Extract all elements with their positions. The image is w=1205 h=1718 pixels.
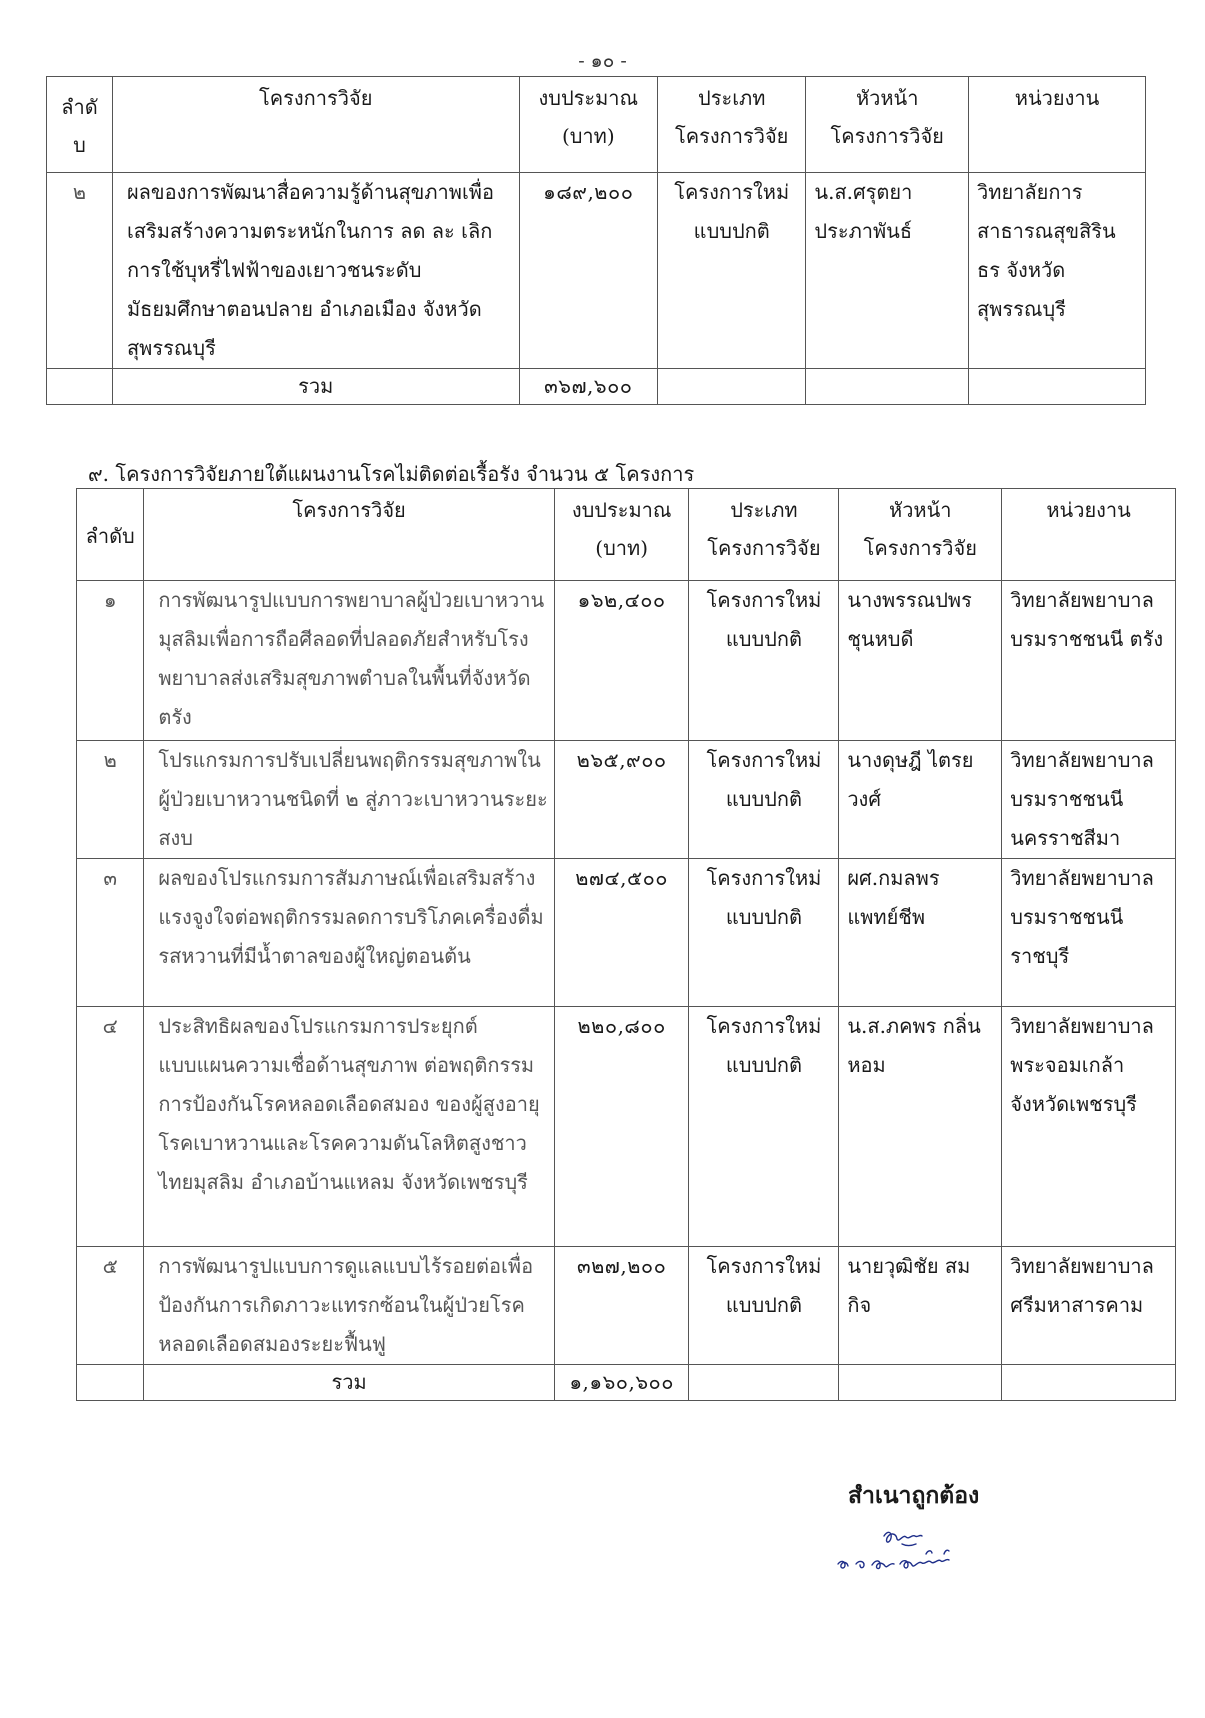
header-type: ประเภท โครงการวิจัย bbox=[658, 77, 806, 173]
cell-budget: ๒๗๔,๕๐๐ bbox=[554, 859, 689, 1007]
table-header-row bbox=[47, 77, 1146, 173]
table-row bbox=[77, 581, 1176, 741]
page-number: - ๑๐ - bbox=[578, 50, 627, 72]
cell-title: การพัฒนารูปแบบการดูแลแบบไร้รอยต่อเพื่อป้องกันการเกิดภาวะแทรกซ้อนในผู้ป่วยโรคหลอดเลือดสมองระยะฟื้นฟู bbox=[144, 1247, 554, 1365]
header-unit: หน่วยงาน bbox=[1002, 489, 1176, 581]
cell-lead: นางพรรณปพร ชุนหบดี bbox=[839, 581, 1002, 741]
cell-unit: วิทยาลัยพยาบาลบรมราชชนนี ตรัง bbox=[1002, 581, 1176, 741]
cell-budget: ๒๒๐,๘๐๐ bbox=[554, 1007, 689, 1247]
cell-lead: น.ส.ศรุตยา ประภาพันธ์ bbox=[806, 173, 969, 369]
table-row bbox=[77, 1007, 1176, 1247]
cell-lead: นางดุษฎี ไตรยวงศ์ bbox=[839, 741, 1002, 859]
header-budget: งบประมาณ (บาท) bbox=[519, 77, 657, 173]
cell-title: โปรแกรมการปรับเปลี่ยนพฤติกรรมสุขภาพในผู้ป่วยเบาหวานชนิดที่ ๒ สู่ภาวะเบาหวานระยะสงบ bbox=[144, 741, 554, 859]
table-row bbox=[77, 1247, 1176, 1365]
table-row bbox=[47, 173, 1146, 369]
research-table-ncd bbox=[76, 488, 1176, 1401]
cell-lead: นายวุฒิชัย สมกิจ bbox=[839, 1247, 1002, 1365]
cell-budget: ๓๒๗,๒๐๐ bbox=[554, 1247, 689, 1365]
cell-order: ๒ bbox=[47, 173, 113, 369]
cell-title: ผลของการพัฒนาสื่อความรู้ด้านสุขภาพเพื่อเสริมสร้างความตระหนักในการ ลด ละ เลิก การใช้บุหรี่ไฟฟ้าของเยาวชนระดับมัธยมศึกษาตอนปลาย อำเภอเมือง จังหวัดสุพรรณบุรี bbox=[112, 173, 519, 369]
cell-title: ประสิทธิผลของโปรแกรมการประยุกต์แบบแผนความเชื่อด้านสุขภาพ ต่อพฤติกรรมการป้องกันโรคหลอดเลือดสมอง ของผู้สูงอายุโรคเบาหวานและโรคความดันโลหิตสูงชาวไทยมุสลิม อำเภอบ้านแหลม จังหวัดเพชรบุรี bbox=[144, 1007, 554, 1247]
cell-type: โครงการใหม่ แบบปกติ bbox=[689, 859, 839, 1007]
table-row bbox=[77, 859, 1176, 1007]
header-unit: หน่วยงาน bbox=[969, 77, 1146, 173]
header-type: ประเภท โครงการวิจัย bbox=[689, 489, 839, 581]
cell-type: โครงการใหม่ แบบปกติ bbox=[689, 581, 839, 741]
handwritten-signature bbox=[824, 1524, 994, 1584]
header-budget: งบประมาณ (บาท) bbox=[554, 489, 689, 581]
cell-unit: วิทยาลัยพยาบาลบรมราชชนนี นครราชสีมา bbox=[1002, 741, 1176, 859]
cell-type: โครงการใหม่ แบบปกติ bbox=[689, 1247, 839, 1365]
research-table-continued bbox=[46, 76, 1146, 405]
total-label: รวม bbox=[144, 1365, 554, 1401]
header-order: ลำดับ bbox=[47, 77, 113, 173]
cell-title: การพัฒนารูปแบบการพยาบาลผู้ป่วยเบาหวานมุสลิมเพื่อการถือศีลอดที่ปลอดภัยสำหรับโรงพยาบาลส่งเสริมสุขภาพตำบลในพื้นที่จังหวัดตรัง bbox=[144, 581, 554, 741]
cell-order: ๔ bbox=[77, 1007, 144, 1247]
table-row bbox=[77, 741, 1176, 859]
cell-type: โครงการใหม่ แบบปกติ bbox=[658, 173, 806, 369]
header-project: โครงการวิจัย bbox=[144, 489, 554, 581]
total-budget: ๑,๑๖๐,๖๐๐ bbox=[554, 1365, 689, 1401]
certified-copy-text: สำเนาถูกต้อง bbox=[848, 1483, 980, 1509]
cell-type: โครงการใหม่ แบบปกติ bbox=[689, 741, 839, 859]
cell-lead: น.ส.ภคพร กลิ่นหอม bbox=[839, 1007, 1002, 1247]
cell-budget: ๑๘๙,๒๐๐ bbox=[519, 173, 657, 369]
cell-lead: ผศ.กมลพร แพทย์ชีพ bbox=[839, 859, 1002, 1007]
cell-order: ๒ bbox=[77, 741, 144, 859]
cell-unit: วิทยาลัยการสาธารณสุขสิรินธร จังหวัดสุพรรณบุรี bbox=[969, 173, 1146, 369]
header-lead: หัวหน้า โครงการวิจัย bbox=[839, 489, 1002, 581]
total-row bbox=[47, 369, 1146, 405]
cell-budget: ๒๖๕,๙๐๐ bbox=[554, 741, 689, 859]
cell-order: ๕ bbox=[77, 1247, 144, 1365]
header-lead: หัวหน้า โครงการวิจัย bbox=[806, 77, 969, 173]
total-budget: ๓๖๗,๖๐๐ bbox=[519, 369, 657, 405]
cell-unit: วิทยาลัยพยาบาลบรมราชชนนี ราชบุรี bbox=[1002, 859, 1176, 1007]
header-order: ลำดับ bbox=[77, 489, 144, 581]
cell-type: โครงการใหม่ แบบปกติ bbox=[689, 1007, 839, 1247]
table-header-row bbox=[77, 489, 1176, 581]
cell-unit: วิทยาลัยพยาบาลศรีมหาสารคาม bbox=[1002, 1247, 1176, 1365]
header-project: โครงการวิจัย bbox=[112, 77, 519, 173]
total-label: รวม bbox=[112, 369, 519, 405]
cell-title: ผลของโปรแกรมการสัมภาษณ์เพื่อเสริมสร้างแรงจูงใจต่อพฤติกรรมลดการบริโภคเครื่องดื่มรสหวานที่มีน้ำตาลของผู้ใหญ่ตอนต้น bbox=[144, 859, 554, 1007]
section-heading: ๙. โครงการวิจัยภายใต้แผนงานโรคไม่ติดต่อเรื้อรัง จำนวน ๕ โครงการ bbox=[88, 462, 695, 486]
cell-unit: วิทยาลัยพยาบาลพระจอมเกล้า จังหวัดเพชรบุรี bbox=[1002, 1007, 1176, 1247]
cell-order: ๑ bbox=[77, 581, 144, 741]
cell-order: ๓ bbox=[77, 859, 144, 1007]
cell-budget: ๑๖๒,๔๐๐ bbox=[554, 581, 689, 741]
total-row bbox=[77, 1365, 1176, 1401]
